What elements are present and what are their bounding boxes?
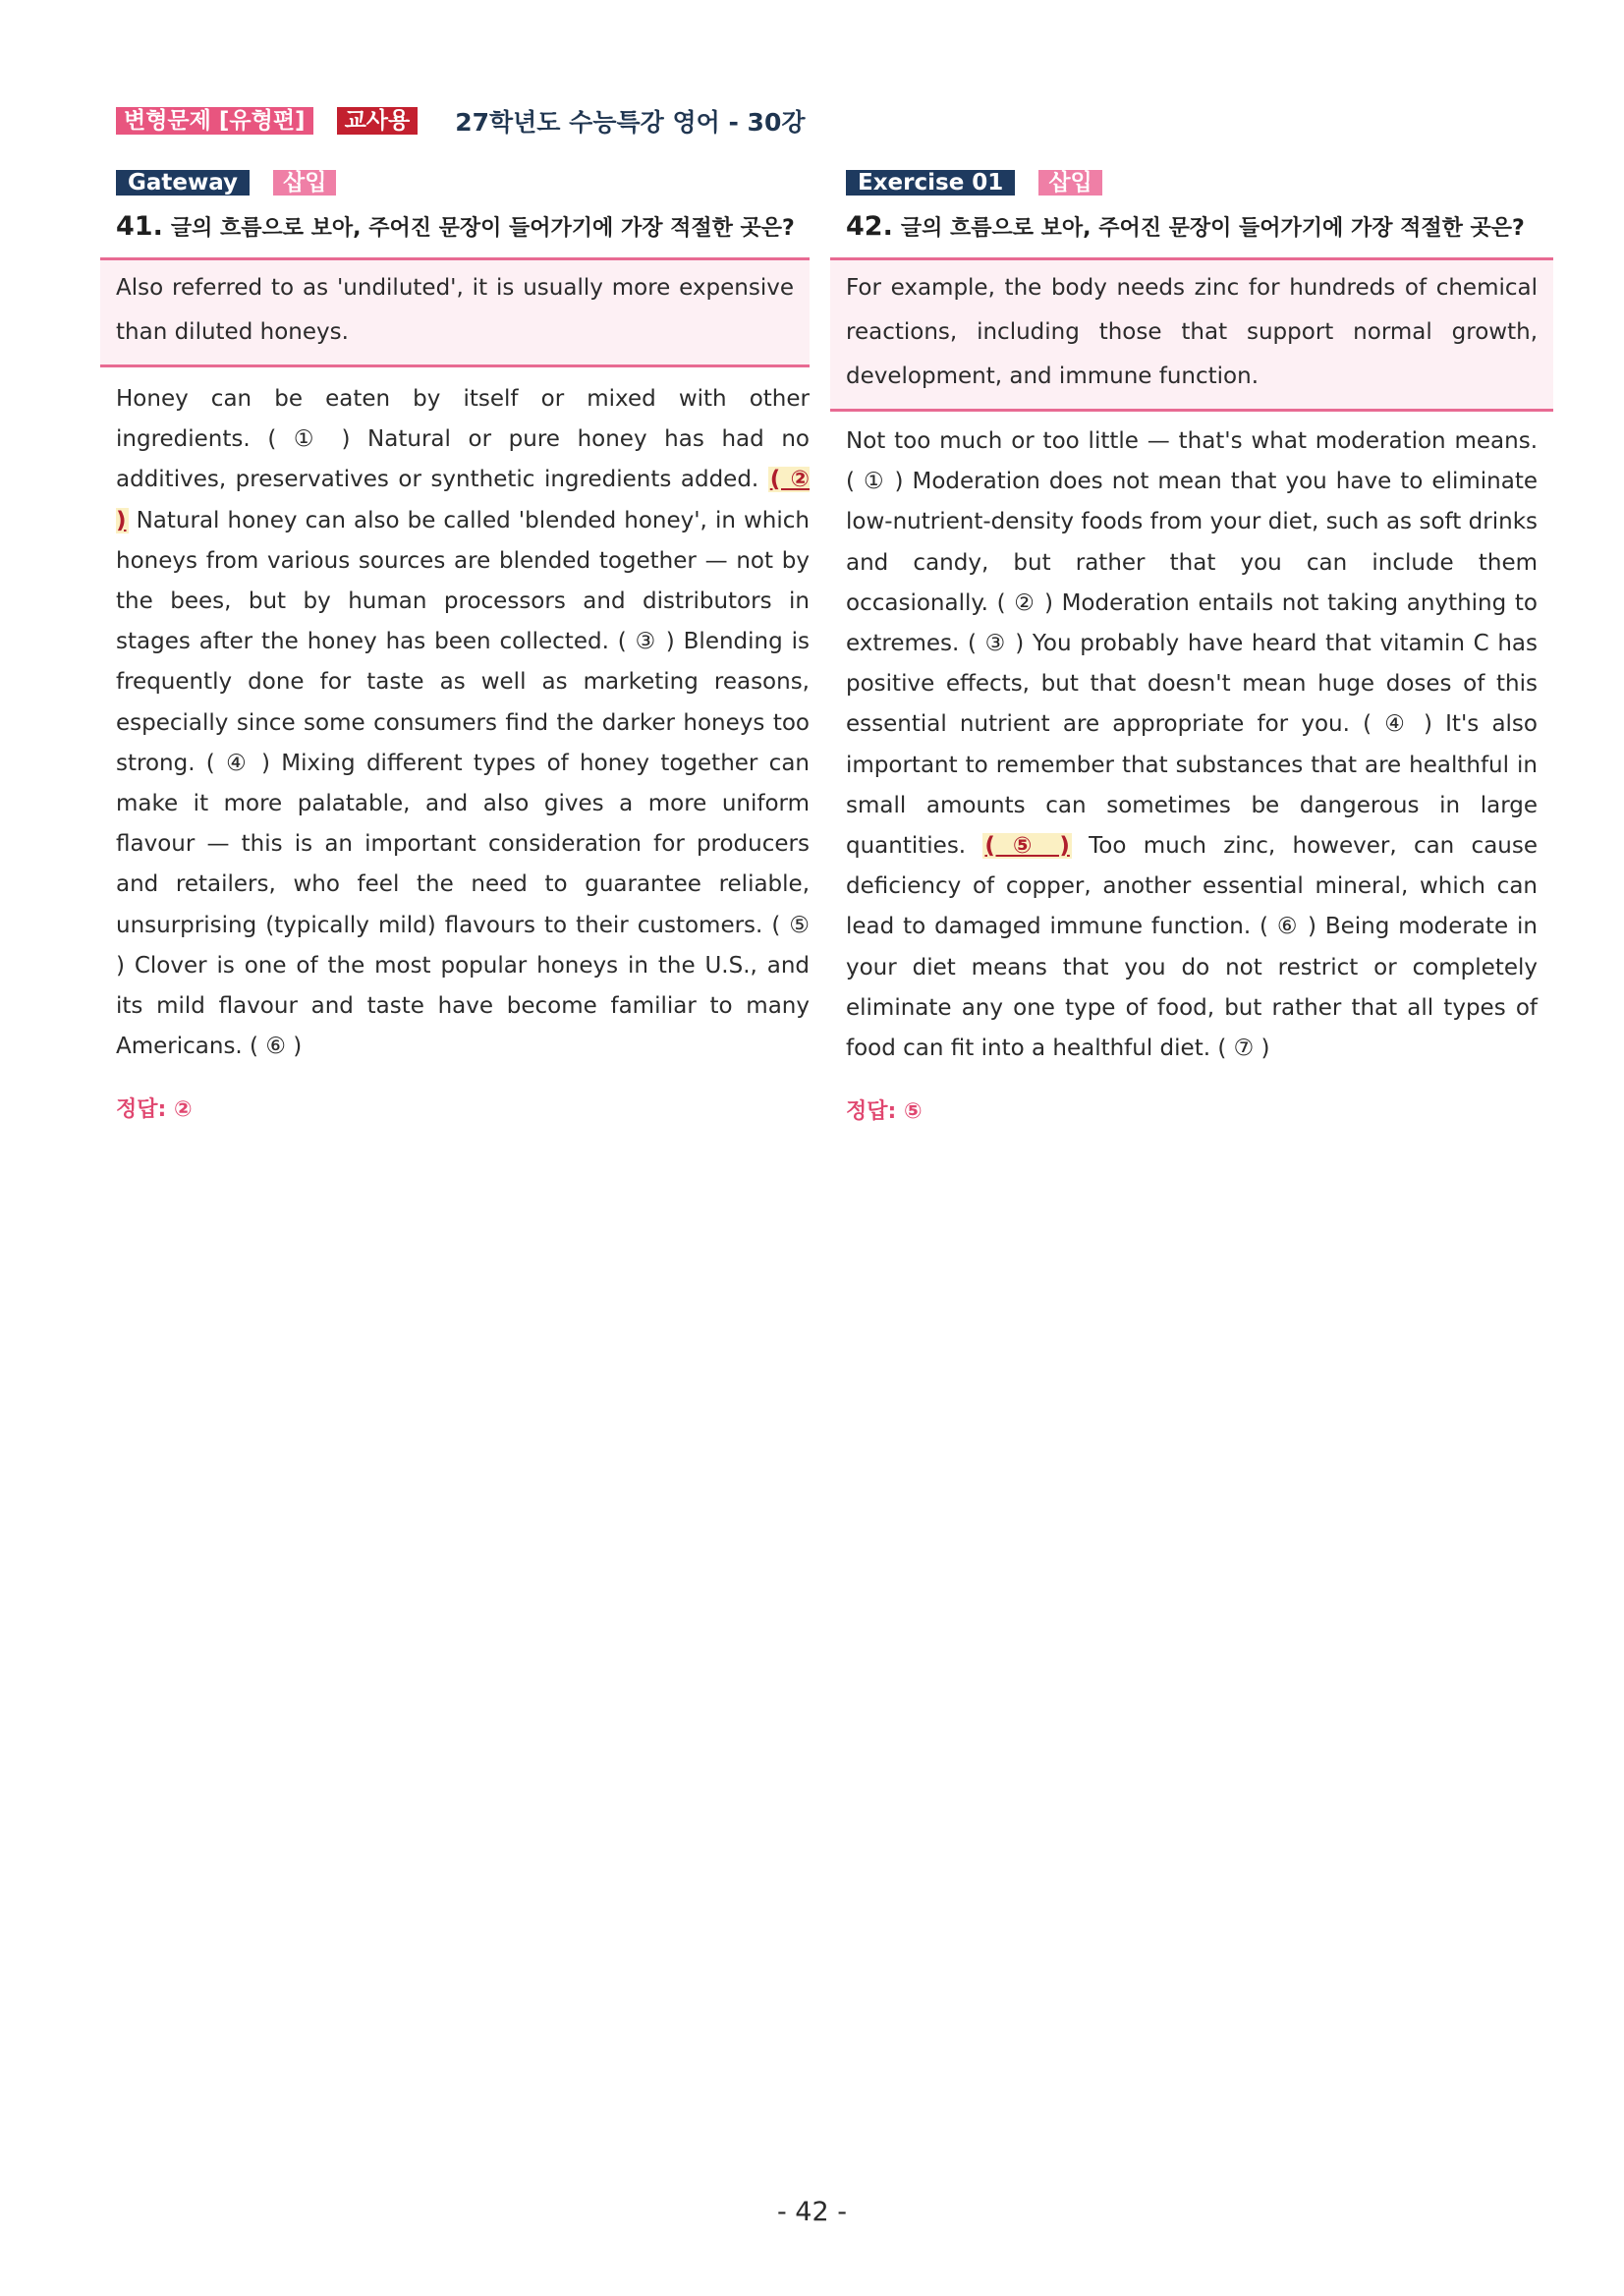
exercise-badge: Exercise 01 <box>846 170 1015 196</box>
answer-label: 정답: ⑤ <box>846 1099 923 1125</box>
left-column <box>116 169 810 1123</box>
left-badges <box>116 169 810 196</box>
passage-part-2: Too much zinc, however, can cause deficiency of copper, another essential mineral, which can lead to damaged immune function. ( ⑥ ) Being moderate in your diet means that you do not restrict or completely eliminate any one type of food, but rather that all types of food can fit into a healthful diet. ( ⑦ ) <box>846 833 1538 1062</box>
question-42 <box>846 208 1538 248</box>
answer-label: 정답: ② <box>116 1097 193 1123</box>
question-text: 글의 흐름으로 보아, 주어진 문장이 들어가기에 가장 적절한 곳은? <box>900 216 1525 241</box>
passage <box>116 379 810 1067</box>
answer-highlight: ( ⑤ ) <box>984 833 1070 860</box>
passage <box>846 421 1538 1069</box>
question-number: 42. <box>846 211 893 242</box>
answer-highlight: ( ② ) <box>116 467 811 533</box>
gateway-badge: Gateway <box>116 170 250 196</box>
question-text: 글의 흐름으로 보아, 주어진 문장이 들어가기에 가장 적절한 곳은? <box>170 216 795 241</box>
insert-badge: 삽입 <box>1038 170 1101 196</box>
right-column <box>846 169 1538 1125</box>
given-sentence: Also referred to as 'undiluted', it is usually more expensive than diluted honeys. <box>100 257 810 367</box>
page-header <box>116 104 806 138</box>
question-number: 41. <box>116 211 163 242</box>
page-title: 27학년도 수능특강 영어 - 30강 <box>455 108 806 137</box>
question-41 <box>116 208 810 248</box>
teacher-tag: 교사용 <box>337 107 419 135</box>
variant-type-tag: 변형문제 [유형편] <box>116 107 313 135</box>
page-number: - 42 - <box>776 2197 847 2227</box>
right-badges <box>846 169 1538 196</box>
given-sentence: For example, the body needs zinc for hundreds of chemical reactions, including those that support normal growth, development, and immune function. <box>830 257 1553 412</box>
insert-badge: 삽입 <box>273 170 336 196</box>
passage-part-2: Natural honey can also be called 'blended honey', in which honeys from various sources are blended together — not by the bees, but by human processors and distributors in stages after the honey has been collected. ( ③ ) Blending is frequently done for taste as well as marketing reasons, especially since some consumers find the darker honeys too strong. ( ④ ) Mixing different types of honey together can make it more palatable, and also gives a more uniform flavour — this is an important consideration for producers and retailers, who feel the need to guarantee reliable, unsurprising (typically mild) flavours to their customers. ( ⑤ ) Clover is one of the most popular honeys in the U.S., and its mild flavour and taste have become familiar to many Americans. ( ⑥ ) <box>116 507 810 1060</box>
passage-part-1: Not too much or too little — that's what moderation means. ( ① ) Moderation does not mean that you have to eliminate low-nutrient-density foods from your diet, such as soft drinks and candy, but rather that you can include them occasionally. ( ② ) Moderation entails not taking anything to extremes. ( ③ ) You probably have heard that vitamin C has positive effects, but that doesn't mean huge doses of this essential nutrient are appropriate for you. ( ④ ) It's also important to remember that substances that are healthful in small amounts can sometimes be dangerous in large quantities. <box>846 428 1538 860</box>
passage-part-1: Honey can be eaten by itself or mixed with other ingredients. ( ① ) Natural or pure honey has had no additives, preservatives or synthetic ingredients added. <box>116 386 810 493</box>
